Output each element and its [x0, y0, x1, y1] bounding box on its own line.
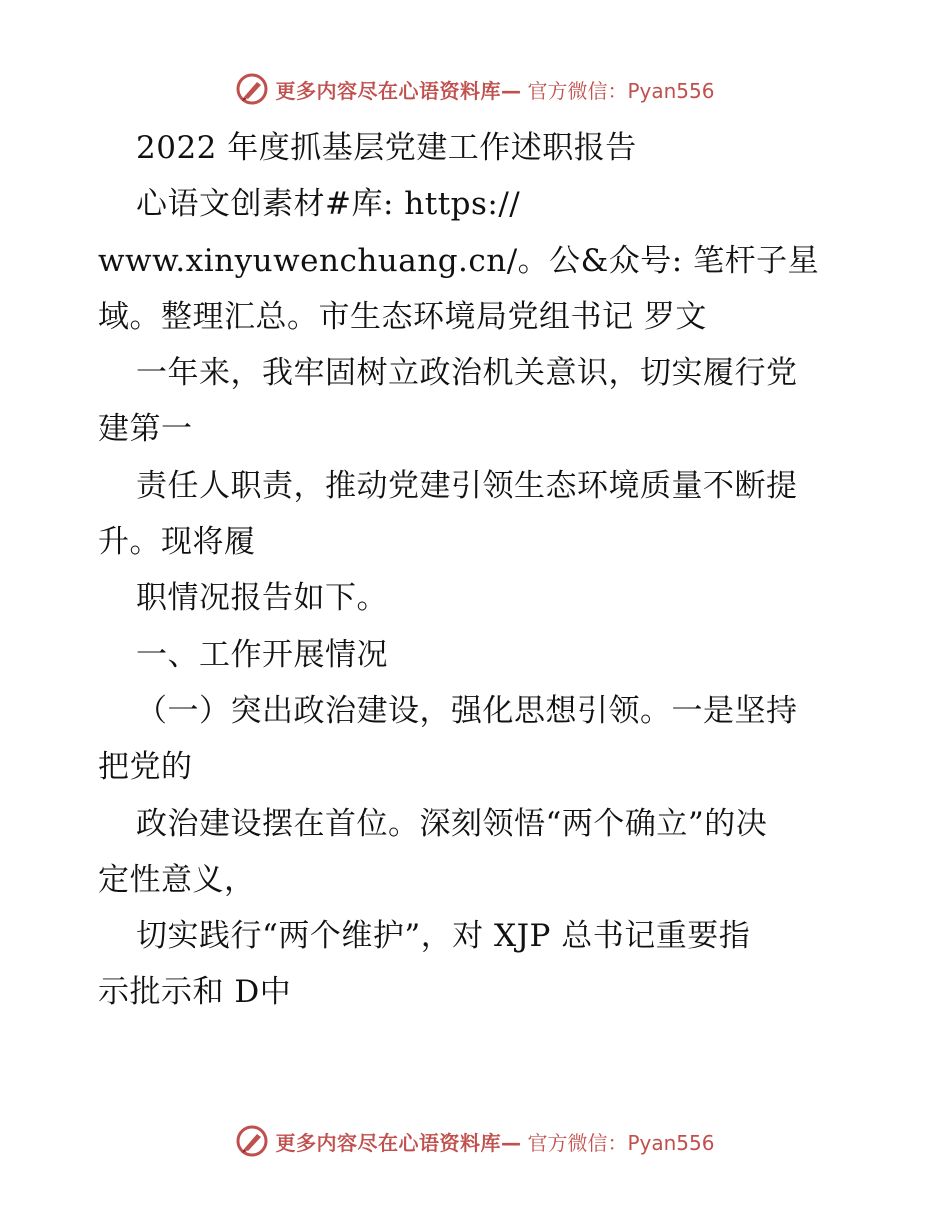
- text-line: 定性意义，: [98, 861, 256, 898]
- text-line: 切实践行“两个维护”，对 XJP 总书记重要指: [136, 918, 751, 955]
- text-line: 建第一: [98, 411, 193, 448]
- watermark-contact: 官方微信：Pyan556: [527, 1130, 715, 1155]
- pen-logo-icon: [235, 72, 269, 106]
- watermark-text: 更多内容尽在心语资料库—: [275, 1130, 522, 1155]
- text-line: www.xinyuwenchuang.cn/。公&众号: 笔杆子星: [98, 242, 820, 279]
- section-heading: 一、工作开展情况: [136, 636, 388, 673]
- text-line: 心语文创素材#库: https://: [136, 186, 521, 223]
- pen-logo-icon: [235, 1124, 269, 1158]
- watermark-text: 更多内容尽在心语资料库—: [275, 78, 522, 103]
- document-body: [98, 120, 858, 1021]
- text-line: 政治建设摆在首位。深刻领悟“两个确立”的决: [136, 805, 768, 842]
- header-watermark: [0, 72, 950, 106]
- text-line: 职情况报告如下。: [136, 580, 388, 617]
- text-line: 把党的: [98, 749, 193, 786]
- text-line: 示批示和 D中: [98, 974, 292, 1011]
- text-line: 一年来，我牢固树立政治机关意识，切实履行党: [136, 355, 798, 392]
- document-title: 2022 年度抓基层党建工作述职报告: [136, 130, 637, 166]
- text-line: 域。整理汇总。市生态环境局党组书记 罗文: [98, 298, 707, 335]
- text-line: （一）突出政治建设，强化思想引领。一是坚持: [136, 692, 798, 729]
- footer-watermark: [0, 1124, 950, 1158]
- watermark-contact: 官方微信：Pyan556: [527, 78, 715, 103]
- text-line: 升。现将履: [98, 524, 256, 561]
- text-line: 责任人职责，推动党建引领生态环境质量不断提: [136, 467, 798, 504]
